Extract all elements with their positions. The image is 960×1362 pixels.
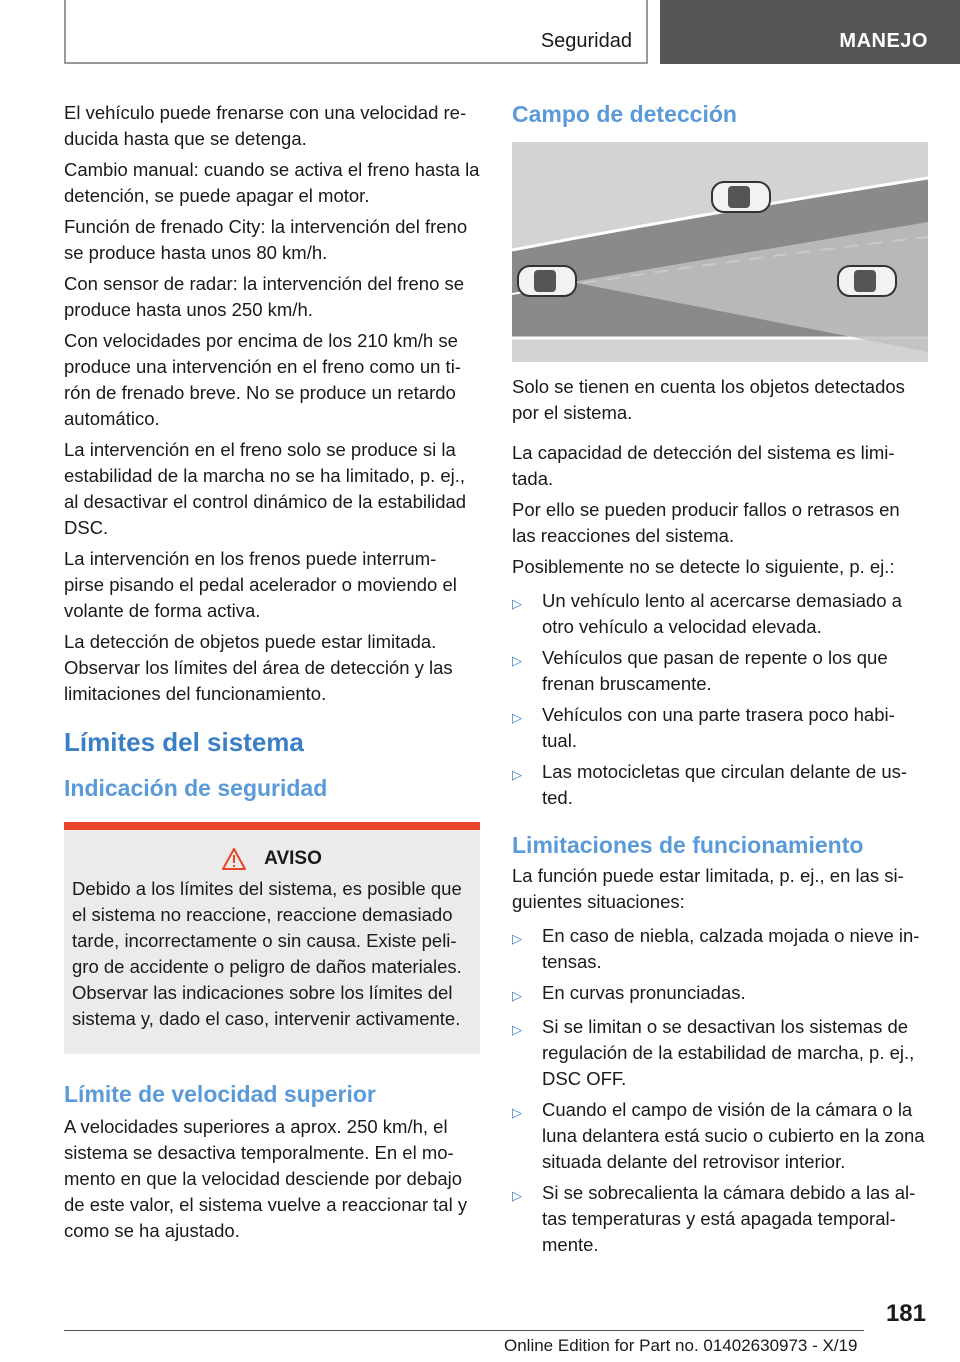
right-column: [512, 100, 928, 1263]
heading-limitations: Limitaciones de funcionamiento: [512, 832, 864, 858]
triangle-right-icon: ▷: [512, 988, 522, 1003]
paragraph: Por ello se pueden producir fallos o retrasos en las reacciones del sistema.: [512, 499, 900, 546]
paragraph: El vehículo puede frenarse con una velocidad re- ducida hasta que se detenga.: [64, 102, 467, 149]
heading-system-limits: Límites del sistema: [64, 727, 304, 757]
limitations-list: [512, 923, 928, 1258]
detection-field-figure: [512, 142, 928, 362]
list-item: ▷ Si se limitan o se desactivan los sistemas de regulación de la estabilidad de marcha, p. ej., DSC OFF.: [512, 1014, 928, 1092]
triangle-right-icon: ▷: [512, 653, 522, 668]
undetected-list: [512, 588, 928, 811]
warning-header: [72, 848, 472, 870]
list-item: ▷ Un vehículo lento al acercarse demasiado a otro vehículo a velocidad elevada.: [512, 588, 928, 640]
paragraph: Con sensor de radar: la intervención del freno se produce hasta unos 250 km/h.: [64, 273, 465, 320]
paragraph: La intervención en el freno solo se produce si la estabilidad de la marcha no se ha limitado, p. ej., al desactivar el control dinámico de la estabilidad DSC.: [64, 439, 467, 538]
warning-title: AVISO: [264, 848, 322, 869]
list-item: ▷ Vehículos con una parte trasera poco habi- tual.: [512, 702, 928, 754]
paragraph: La capacidad de detección del sistema es limi- tada.: [512, 442, 895, 489]
own-car-icon: [518, 266, 576, 296]
vehicle-adjacent-icon: [712, 182, 770, 212]
heading-speed-limit: Límite de velocidad superior: [64, 1081, 376, 1107]
heading-safety-note: Indicación de seguridad: [64, 775, 328, 801]
detection-field-illustration: [512, 142, 928, 362]
triangle-right-icon: ▷: [512, 931, 522, 946]
list-item: ▷ Cuando el campo de visión de la cámara o la luna delantera está sucio o cubierto en la zona situada delante del retrovisor interior.: [512, 1097, 928, 1175]
paragraph: La detección de objetos puede estar limitada. Observar los límites del área de detección y las limitaciones del funcionamiento.: [64, 631, 453, 704]
heading-detection-field: Campo de detección: [512, 101, 737, 127]
list-item: ▷ Si se sobrecalienta la cámara debido a las al- tas temperaturas y está apagada temporal- mente.: [512, 1180, 928, 1258]
left-column: [64, 100, 480, 1249]
warning-triangle-icon: [222, 848, 246, 870]
triangle-right-icon: ▷: [512, 1188, 522, 1203]
header-section-box: [64, 0, 648, 64]
triangle-right-icon: ▷: [512, 1022, 522, 1037]
list-item: ▷ En curvas pronunciadas.: [512, 980, 928, 1009]
footer-divider: [64, 1330, 864, 1331]
paragraph: La función puede estar limitada, p. ej., en las si- guientes situaciones:: [512, 865, 904, 912]
list-item: ▷ En caso de niebla, calzada mojada o nieve in- tensas.: [512, 923, 928, 975]
paragraph: Solo se tienen en cuenta los objetos detectados por el sistema.: [512, 376, 905, 423]
header-section-title: Seguridad: [540, 30, 632, 52]
vehicle-ahead-icon: [838, 266, 896, 296]
warning-text: Debido a los límites del sistema, es posible que el sistema no reaccione, reaccione demasiado tarde, incorrectamente o sin causa. Existe peli- gro de accidente o peligro de daños materiales. Observar las indicaciones sobre los límites del sistema y, dado el caso, intervenir activamente.: [72, 878, 462, 1029]
warning-box: [64, 822, 480, 1054]
triangle-right-icon: ▷: [512, 767, 522, 782]
paragraph: Función de frenado City: la intervención del freno se produce hasta unos 80 km/h.: [64, 216, 468, 263]
list-item: ▷ Las motocicletas que circulan delante de us- ted.: [512, 759, 928, 811]
header-chapter-title: MANEJO: [839, 30, 928, 52]
triangle-right-icon: ▷: [512, 1105, 522, 1120]
paragraph: Posiblemente no se detecte lo siguiente, p. ej.:: [512, 556, 895, 577]
triangle-right-icon: ▷: [512, 596, 522, 611]
paragraph: La intervención en los frenos puede interrum- pirse pisando el pedal acelerador o moviendo el volante de forma activa.: [64, 548, 457, 621]
paragraph: Cambio manual: cuando se activa el freno hasta la detención, se puede apagar el motor.: [64, 159, 480, 206]
page-number: 181: [885, 1300, 926, 1327]
paragraph: Con velocidades por encima de los 210 km/h se produce una intervención en el freno como un ti- rón de frenado breve. No se produce un retardo automático.: [64, 330, 461, 429]
list-item: ▷ Vehículos que pasan de repente o los que frenan bruscamente.: [512, 645, 928, 697]
header-chapter-box: [660, 0, 960, 64]
triangle-right-icon: ▷: [512, 710, 522, 725]
paragraph: A velocidades superiores a aprox. 250 km/h, el sistema se desactiva temporalmente. En el mo- mento en que la velocidad desciende por debajo de este valor, el sistema vuelve a reaccionar tal y como se ha ajustado.: [64, 1116, 468, 1241]
footer-edition: Online Edition for Part no. 01402630973 - X/19: [504, 1336, 858, 1355]
